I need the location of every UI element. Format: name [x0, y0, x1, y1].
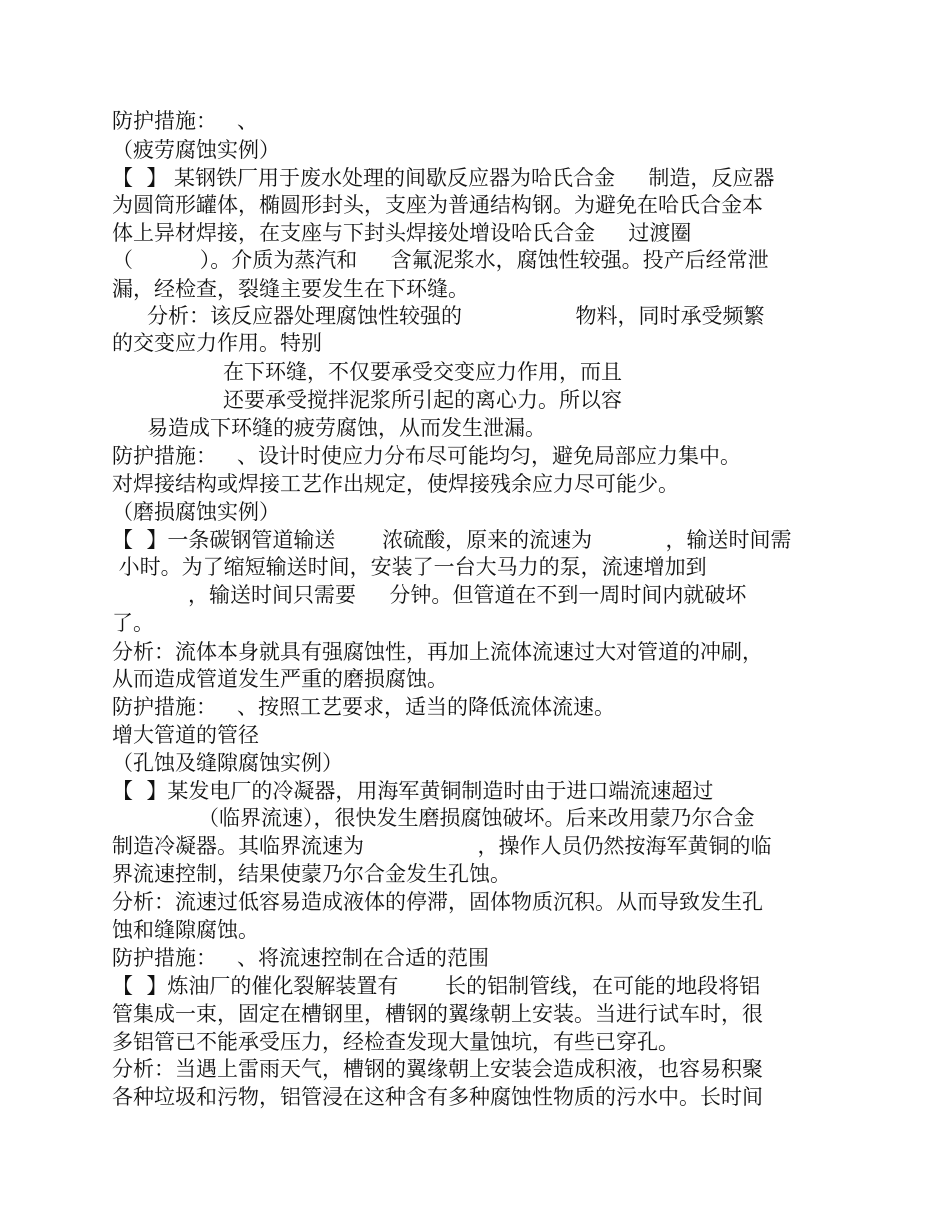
text-line: 各种垃圾和污物，铝管浸在这种含有多种腐蚀性物质的污水中。长时间: [112, 1085, 763, 1109]
text-line: 了。: [112, 611, 154, 635]
text-line: 分析：流体本身就具有强腐蚀性，再加上流体流速过大对管道的冲刷，: [112, 640, 763, 664]
text-line: 体上异材焊接，在支座与下封头焊接处增设哈氏合金 过渡圈: [112, 221, 692, 245]
text-line: 分析：当遇上雷雨天气，槽钢的翼缘朝上安装会造成积液，也容易积聚: [112, 1057, 763, 1081]
text-line: 【 】某发电厂的冷凝器，用海军黄铜制造时由于进口端流速超过: [112, 779, 714, 803]
text-line: 的交变应力作用。特别: [112, 331, 322, 355]
text-line: 易造成下环缝的疲劳腐蚀，从而发生泄漏。: [147, 416, 546, 440]
text-line: （孔蚀及缝隙腐蚀实例）: [112, 751, 343, 775]
text-line: 分析：流速过低容易造成液体的停滞，固体物质沉积。从而导致发生孔: [112, 890, 763, 914]
text-line: 增大管道的管径: [112, 723, 259, 747]
text-line: 蚀和缝隙腐蚀。: [112, 918, 259, 942]
text-line: 防护措施： 、: [112, 109, 259, 133]
text-line: 漏，经检查，裂缝主要发生在下环缝。: [112, 277, 469, 301]
text-line: 为圆筒形罐体，椭圆形封头，支座为普通结构钢。为避免在哈氏合金本: [112, 193, 763, 217]
text-line: ，输送时间只需要 分钟。但管道在不到一周时间内就破坏: [188, 583, 747, 607]
text-line: 【 】 某钢铁厂用于废水处理的间歇反应器为哈氏合金 制造，反应器: [112, 166, 775, 190]
text-line: 小时。为了缩短输送时间，安装了一台大马力的泵，流速增加到: [112, 555, 707, 579]
text-line: 从而造成管道发生严重的磨损腐蚀。: [112, 667, 448, 691]
text-line: 界流速控制，结果使蒙乃尔合金发生孔蚀。: [112, 862, 511, 886]
text-line: 管集成一束，固定在槽钢里，槽钢的翼缘朝上安装。当进行试车时，很: [112, 1002, 763, 1026]
text-line: 【 】一条碳钢管道输送 浓硫酸，原来的流速为 ，输送时间需: [112, 528, 792, 552]
text-line: 多铝管已不能承受压力，经检查发现大量蚀坑，有些已穿孔。: [112, 1030, 679, 1054]
text-line: 防护措施： 、设计时使应力分布尽可能均匀，避免局部应力集中。: [112, 444, 742, 468]
text-line: 对焊接结构或焊接工艺作出规定，使焊接残余应力尽可能少。: [112, 472, 679, 496]
text-line: 还要承受搅拌泥浆所引起的离心力。所以容: [223, 388, 622, 412]
text-line: 【 】炼油厂的催化裂解装置有 长的铝制管线，在可能的地段将铝: [112, 974, 761, 998]
text-line: （ ）。介质为蒸汽和 含氟泥浆水，腐蚀性较强。投产后经常泄: [112, 248, 769, 272]
text-line: 防护措施： 、将流速控制在合适的范围: [112, 946, 490, 970]
text-line: （临界流速），很快发生磨损腐蚀破坏。后来改用蒙乃尔合金: [198, 806, 755, 830]
text-line: 在下环缝，不仅要承受交变应力作用，而且: [223, 360, 622, 384]
text-line: 防护措施： 、按照工艺要求，适当的降低流体流速。: [112, 695, 616, 719]
text-line: 分析：该反应器处理腐蚀性较强的 物料，同时承受频繁: [147, 304, 765, 328]
text-line: 制造冷凝器。其临界流速为 ，操作人员仍然按海军黄铜的临: [112, 834, 772, 858]
text-line: （疲劳腐蚀实例）: [112, 138, 280, 162]
text-line: （磨损腐蚀实例）: [112, 500, 280, 524]
